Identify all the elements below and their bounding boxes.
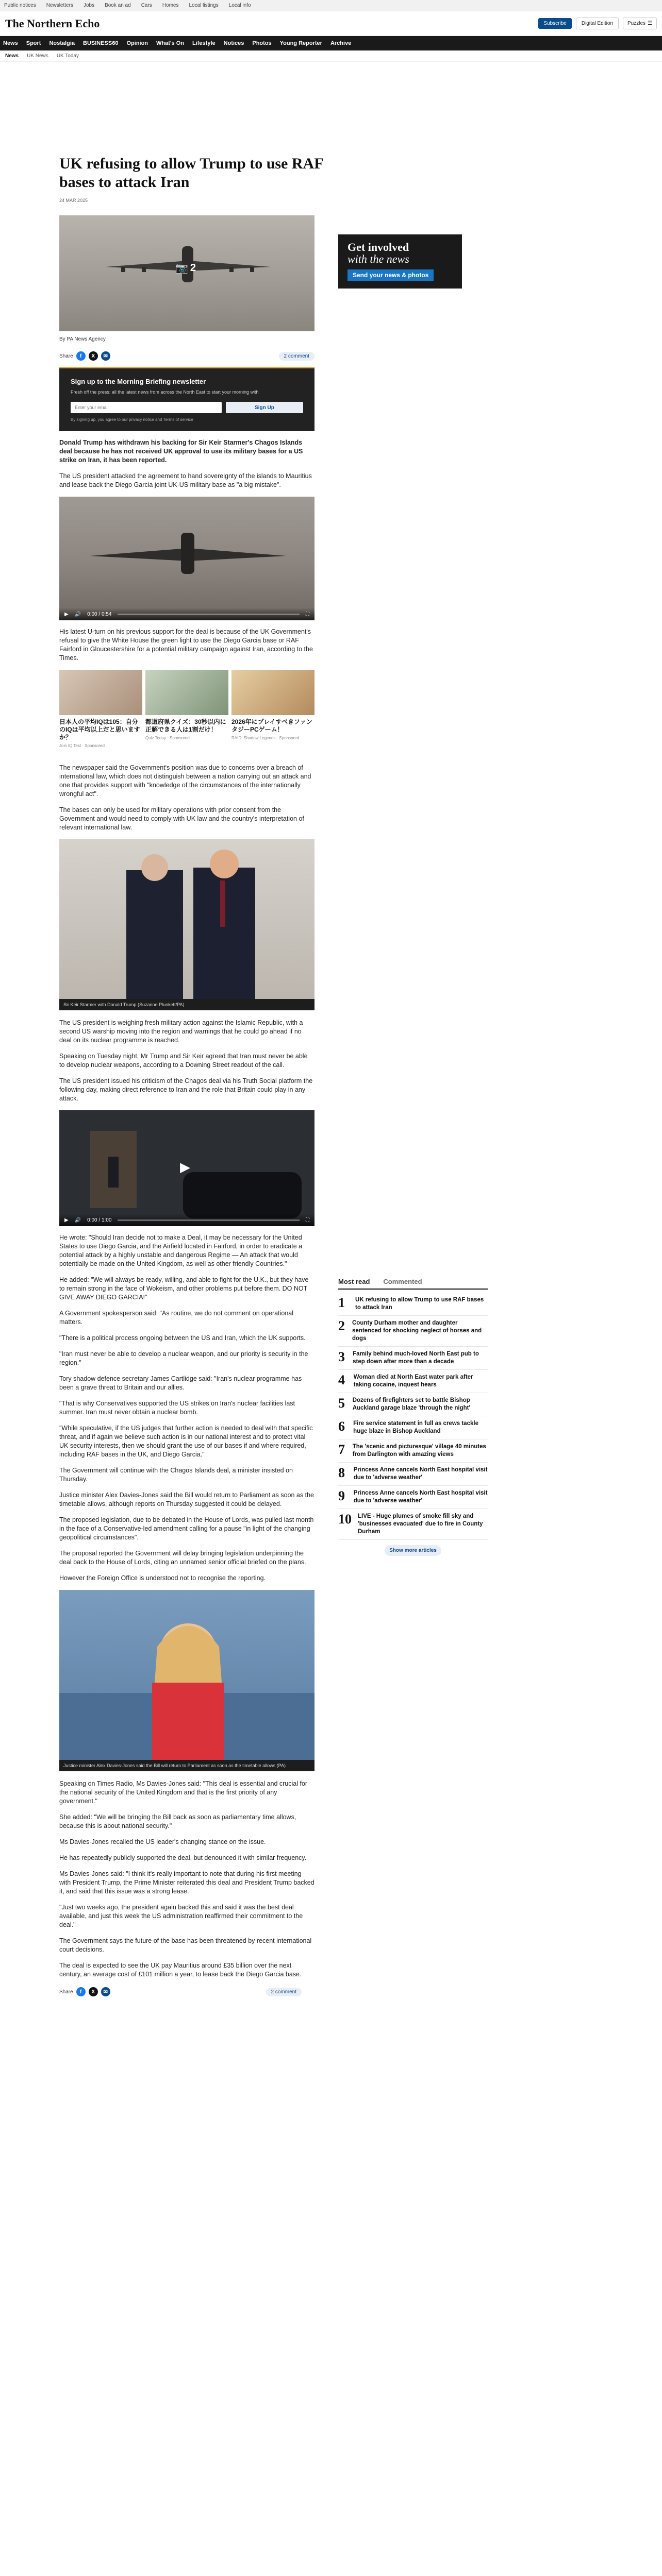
article-paragraph: "That is why Conservatives supported the US strikes on Iran's nuclear facilities last summer. Iran must never obtain a nuclear bomb. <box>59 1400 295 1416</box>
share-label: Share <box>59 353 73 359</box>
article-paragraph: The Government says the future of the base has been threatened by recent international court decisions. <box>59 1937 312 1953</box>
content-wrap <box>0 155 662 2576</box>
newsletter-legal: By signing up, you agree to our privacy notice and Terms of service <box>71 417 193 422</box>
menu-icon: ☰ <box>648 21 652 26</box>
article-paragraph: "Just two weeks ago, the president again backed this and said it was the best deal available, and just this week the US administration reaffirmed their commitment to the deal." <box>59 1904 303 1928</box>
most-read-rank: 8 <box>338 1465 345 1480</box>
rec-source: RAID: Shadow Legends · Sponsored <box>231 736 300 740</box>
video-player[interactable] <box>59 1110 315 1226</box>
rec-item[interactable] <box>145 670 228 748</box>
most-read-panel <box>338 1278 488 1556</box>
nav-item[interactable]: BUSINESS60 <box>83 40 119 46</box>
most-read-headline[interactable]: County Durham mother and daughter sentenced for shocking neglect of horses and dogs <box>352 1320 482 1342</box>
newsletter-email-input[interactable] <box>71 402 222 413</box>
article-paragraph: The deal is expected to see the UK pay Mauritius around £35 billion over the next century, an average cost of £101 million a year, to lease back the Diego Garcia base. <box>59 1962 302 1978</box>
nav-item[interactable]: Sport <box>26 40 41 46</box>
ad-space <box>0 62 662 155</box>
most-read-rank: 1 <box>338 1295 345 1310</box>
article-paragraph: Justice minister Alex Davies-Jones said the Bill would return to Parliament as soon as the timetable allows, although reports on Thursday suggested it could be delayed. <box>59 1492 314 1507</box>
article-paragraph: "There is a political process ongoing between the US and Iran, which the UK supports. <box>59 1334 306 1342</box>
video-time: 0:00 / 1:00 <box>87 1217 112 1223</box>
article-paragraph: The Government will continue with the Chagos Islands deal, a minister insisted on Thursday. <box>59 1467 293 1483</box>
most-read-rank: 2 <box>338 1318 345 1333</box>
most-read-rank: 9 <box>338 1488 345 1503</box>
article-paragraph: The US president issued his criticism of the Chagos deal via his Truth Social platform the following day, making direct reference to Iran and the role that Britain could play in any attack. <box>59 1077 313 1102</box>
article-paragraph: "Iran must never be able to develop a nuclear weapon, and our priority is security in the region." <box>59 1350 308 1366</box>
most-read-rank: 3 <box>338 1349 345 1364</box>
tab-commented[interactable]: Commented <box>383 1278 422 1285</box>
get-involved-box <box>338 234 488 289</box>
share-bar <box>59 351 327 361</box>
digital-edition-button[interactable]: Digital Edition <box>576 18 619 29</box>
sub-nav <box>0 50 662 62</box>
get-involved-panel <box>338 234 462 289</box>
article-paragraph: The proposal reported the Government will delay bringing legislation underpinning the deal back to the House of Lords, citing an unnamed senior official briefed on the plans. <box>59 1550 306 1566</box>
nav-item[interactable]: Notices <box>223 40 244 46</box>
most-read-item[interactable] <box>338 1416 488 1439</box>
most-read-headline[interactable]: Princess Anne cancels North East hospital visit due to 'adverse weather' <box>353 1467 488 1481</box>
newsletter-signup <box>59 367 315 431</box>
rec-source: Join IQ Test · Sponsored <box>59 743 105 748</box>
video-progress[interactable] <box>118 614 300 615</box>
article-paragraph: A Government spokesperson said: "As routine, we do not comment on operational matters. <box>59 1310 293 1326</box>
puzzles-label: Puzzles <box>627 21 646 26</box>
article-title: UK refusing to allow Trump to use RAF bases to attack Iran <box>59 155 323 191</box>
most-read-rank: 7 <box>338 1442 345 1457</box>
topstrip-link[interactable]: Book an ad <box>105 3 131 8</box>
most-read-rank: 10 <box>338 1512 352 1527</box>
article-paragraph: Ms Davies-Jones recalled the US leader's changing stance on the issue. <box>59 1838 266 1845</box>
article-paragraph: The bases can only be used for military operations with prior consent from the Government and would need to comply with UK law and the country's interpretation of relevant international law. <box>59 806 304 831</box>
davies-jones-photo[interactable] <box>59 1590 315 1760</box>
article-paragraph: The proposed legislation, due to be debated in the House of Lords, was pulled last month in the face of a Conservative-led amendment calling for a pause "in light of the changing geopolitical circumstances". <box>59 1516 314 1541</box>
article-paragraph: Ms Davies-Jones said: "I think it's really important to note that during his first meeting with President Trump, the Prime Minister reiterated this deal and President Trump backed it, and said that this issue was a strong lease. <box>59 1870 315 1895</box>
byline: By PA News Agency <box>59 336 106 342</box>
article-paragraph: She added: "We will be bringing the Bill back as soon as parliamentary time allows, because this is about national security." <box>59 1814 296 1829</box>
volume-icon[interactable]: 🔊 <box>74 611 81 617</box>
most-read-rank: 6 <box>338 1419 345 1434</box>
video-controls <box>59 1214 315 1226</box>
site-logo[interactable]: The Northern Echo <box>5 16 100 30</box>
video-time: 0:00 / 0:54 <box>87 611 112 617</box>
most-read-headline[interactable]: Family behind much-loved North East pub to step down after more than a decade <box>353 1351 479 1365</box>
most-read-headline[interactable]: Woman died at North East water park after taking cocaine, inquest hears <box>353 1374 473 1388</box>
nav-item[interactable]: What's On <box>156 40 184 46</box>
article-paragraph: Speaking on Tuesday night, Mr Trump and Sir Keir agreed that Iran must never be able to develop nuclear weapons, according to a Downing Street readout of the call. <box>59 1053 308 1069</box>
big-play-icon[interactable]: ▶ <box>180 1159 190 1175</box>
rec-image <box>59 670 142 715</box>
newsletter-desc: Fresh off the press: all the latest news from across the North East to start your morning with <box>71 389 259 395</box>
article <box>59 155 327 2003</box>
get-involved-title: Get involved <box>347 241 409 253</box>
x-icon[interactable]: X <box>89 1987 98 1996</box>
send-news-button[interactable]: Send your news & photos <box>347 269 434 281</box>
subnav-item-uk-news[interactable]: UK News <box>27 53 48 59</box>
x-icon[interactable]: X <box>89 351 98 361</box>
rec-source: Quiz Today · Sponsored <box>145 736 190 740</box>
most-read-rank: 4 <box>338 1372 345 1387</box>
video-player[interactable] <box>59 497 315 620</box>
rec-image <box>231 670 315 715</box>
most-read-rank: 5 <box>338 1396 345 1411</box>
topstrip-link[interactable]: Local info <box>228 3 251 8</box>
fullscreen-icon[interactable]: ⛶ <box>306 1217 309 1223</box>
nav-item[interactable]: Opinion <box>126 40 148 46</box>
most-read-item[interactable] <box>338 1463 488 1486</box>
most-read-item[interactable] <box>338 1509 488 1540</box>
most-read-headline[interactable]: The 'scenic and picturesque' village 40 minutes from Darlington with amazing views <box>352 1444 486 1458</box>
newsletter-signup-button[interactable]: Sign Up <box>226 402 303 413</box>
topstrip-link[interactable]: Jobs <box>83 3 95 8</box>
facebook-icon[interactable]: f <box>76 1987 86 1996</box>
article-paragraph: The US president is weighing fresh military action against the Islamic Republic, with a second US warship moving into the region and warnings that he could go ahead if no deal on its nuclear programme is reached. <box>59 1019 303 1044</box>
article-paragraph: Tory shadow defence secretary James Cartlidge said: "Iran's nuclear programme has been a grave threat to Britain and our allies. <box>59 1375 302 1391</box>
nav-item[interactable]: Nostalgia <box>49 40 75 46</box>
camera-icon: 📷 <box>175 263 188 274</box>
play-icon[interactable]: ▶ <box>64 611 69 617</box>
photo-caption: Justice minister Alex Davies-Jones said the Bill will return to Parliament as soon as the timetable allows (PA) <box>59 1760 315 1771</box>
facebook-icon[interactable]: f <box>76 351 86 361</box>
puzzles-button[interactable] <box>623 18 657 29</box>
video-progress[interactable] <box>118 1219 300 1221</box>
article-paragraph: His latest U-turn on his previous support for the deal is because of the UK Government's refusal to give the White House the green light to use the Diego Garcia base or RAF Fairford in Gloucestershire for a potential military campaign against Iran, according to the Times. <box>59 628 313 662</box>
masthead <box>0 11 662 36</box>
video-controls <box>59 608 315 620</box>
article-paragraph: He wrote: "Should Iran decide not to make a Deal, it may be necessary for the United States to use Diego Garcia, and the Airfield located in Fairford, in order to eradicate a potential attack by a highly unstable and dangerous Regime — An attack that would potentially be made on the United Kingdom, as well as other friendly Countries." <box>59 1234 303 1267</box>
article-paragraph: Speaking on Times Radio, Ms Davies-Jones said: "This deal is essential and crucial for the national security of the United Kingdom and that is the first priority of any government." <box>59 1780 308 1805</box>
top-strip <box>0 0 662 11</box>
most-read-item[interactable] <box>338 1486 488 1509</box>
comments-button[interactable]: 2 comment <box>279 352 315 361</box>
most-read-item[interactable] <box>338 1439 488 1463</box>
nav-item[interactable]: News <box>3 40 18 46</box>
most-read-item[interactable] <box>338 1293 488 1316</box>
nav-item[interactable]: Archive <box>330 40 352 46</box>
two-men-image <box>59 839 315 999</box>
most-read-headline[interactable]: LIVE - Huge plumes of smoke fill sky and 'businesses evacuated' due to fire in County Durham <box>358 1513 483 1535</box>
rec-title: 日本人の平均IQは105：自分のIQは平均以上だと思いますか？ <box>59 718 140 741</box>
most-read-headline[interactable]: Princess Anne cancels North East hospital visit due to 'adverse weather' <box>353 1490 488 1504</box>
topstrip-link[interactable]: Newsletters <box>46 3 73 8</box>
get-involved-subtitle: with the news <box>347 252 409 265</box>
subnav-active[interactable]: News <box>5 53 19 59</box>
woman-portrait-image <box>59 1590 315 1760</box>
most-read-item[interactable] <box>338 1370 488 1393</box>
article-date: 24 MAR 2025 <box>59 198 88 203</box>
email-icon[interactable]: ✉ <box>101 351 110 361</box>
play-icon[interactable]: ▶ <box>64 1217 69 1223</box>
topstrip-link[interactable]: Public notices <box>4 3 36 8</box>
article-paragraph: The newspaper said the Government's position was due to concerns over a breach of international law, which does not distinguish between a nation carrying out an attack and one that provides support with "knowledge of the circumstances of the internationally wrongful act". <box>59 764 311 798</box>
subnav-item-uk-today[interactable]: UK Today <box>56 53 79 59</box>
volume-icon[interactable]: 🔊 <box>74 1217 81 1223</box>
article-paragraph: "While speculative, if the US judges that further action is needed to deal with that specific threat, and if again we believe such action is in our national interest and to protect vital UK security interests, then we should grant the use of our bases if and where required, including RAF bases in the UK, and Diego Garcia." <box>59 1425 313 1458</box>
photo-caption: Sir Keir Starmer with Donald Trump (Suzanne Plunkett/PA) <box>59 999 315 1010</box>
article-paragraph: However the Foreign Office is understood not to recognise the reporting. <box>59 1574 266 1582</box>
share-label: Share <box>59 1989 73 1995</box>
article-paragraph: He has repeatedly publicly supported the deal, but denounced it with similar frequency. <box>59 1854 307 1861</box>
video-frame-bomber <box>59 497 315 620</box>
newsletter-title: Sign up to the Morning Briefing newsletter <box>71 378 206 385</box>
gallery-count: 2 <box>190 262 196 274</box>
comments-button[interactable]: 2 comment <box>266 1988 302 1996</box>
rec-image <box>145 670 228 715</box>
most-read-item[interactable] <box>338 1393 488 1416</box>
most-read-headline[interactable]: Fire service statement in full as crews tackle huge blaze in Bishop Auckland <box>353 1420 478 1434</box>
most-read-headline[interactable]: UK refusing to allow Trump to use RAF bases to attack Iran <box>355 1297 484 1311</box>
hero-photo[interactable] <box>59 215 315 331</box>
starmer-trump-photo[interactable] <box>59 839 315 999</box>
tab-most-read[interactable]: Most read <box>338 1278 370 1285</box>
recommended-widget <box>59 670 315 748</box>
nav-item[interactable]: Lifestyle <box>192 40 216 46</box>
article-paragraph: Donald Trump has withdrawn his backing for Sir Keir Starmer's Chagos Islands deal because he has not received UK approval to use its military bases for a US strike on Iran, it has been reported. <box>59 439 303 464</box>
topstrip-link[interactable]: Cars <box>141 3 152 8</box>
rec-title: 2026年にプレイすべきファンタジーPCゲーム！ <box>231 718 312 733</box>
main-nav <box>0 36 662 50</box>
most-read-item[interactable] <box>338 1347 488 1370</box>
topstrip-link[interactable]: Local listings <box>189 3 219 8</box>
nav-item[interactable]: Young Reporter <box>279 40 322 46</box>
show-more-button[interactable]: Show more articles <box>385 1545 441 1556</box>
share-bar-bottom <box>59 1987 315 1996</box>
article-paragraph: The US president attacked the agreement to hand sovereignty of the islands to Mauritius and lease back the Diego Garcia joint UK-US military base as "a big mistake". <box>59 472 312 488</box>
rec-item[interactable] <box>231 670 315 748</box>
most-read-item[interactable] <box>338 1316 488 1347</box>
subscribe-button[interactable]: Subscribe <box>538 18 571 29</box>
rec-title: 都道府県クイズ：30秒以内に正解できる人は1割だけ！ <box>145 718 226 733</box>
article-paragraph: He added: "We will always be ready, willing, and able to fight for the U.K., but they have to remain strong in the face of Wokeism, and other problems put before them. DO NOT GIVE AWAY DIEGO GARCIA!" <box>59 1276 309 1301</box>
nav-item[interactable]: Photos <box>252 40 272 46</box>
most-read-headline[interactable]: Dozens of firefighters set to battle Bishop Auckland garage blaze 'through the night' <box>352 1397 471 1411</box>
gallery-indicator[interactable] <box>175 262 196 275</box>
rec-item[interactable] <box>59 670 142 748</box>
fullscreen-icon[interactable]: ⛶ <box>306 611 309 617</box>
email-icon[interactable]: ✉ <box>101 1987 110 1996</box>
topstrip-link[interactable]: Homes <box>162 3 179 8</box>
